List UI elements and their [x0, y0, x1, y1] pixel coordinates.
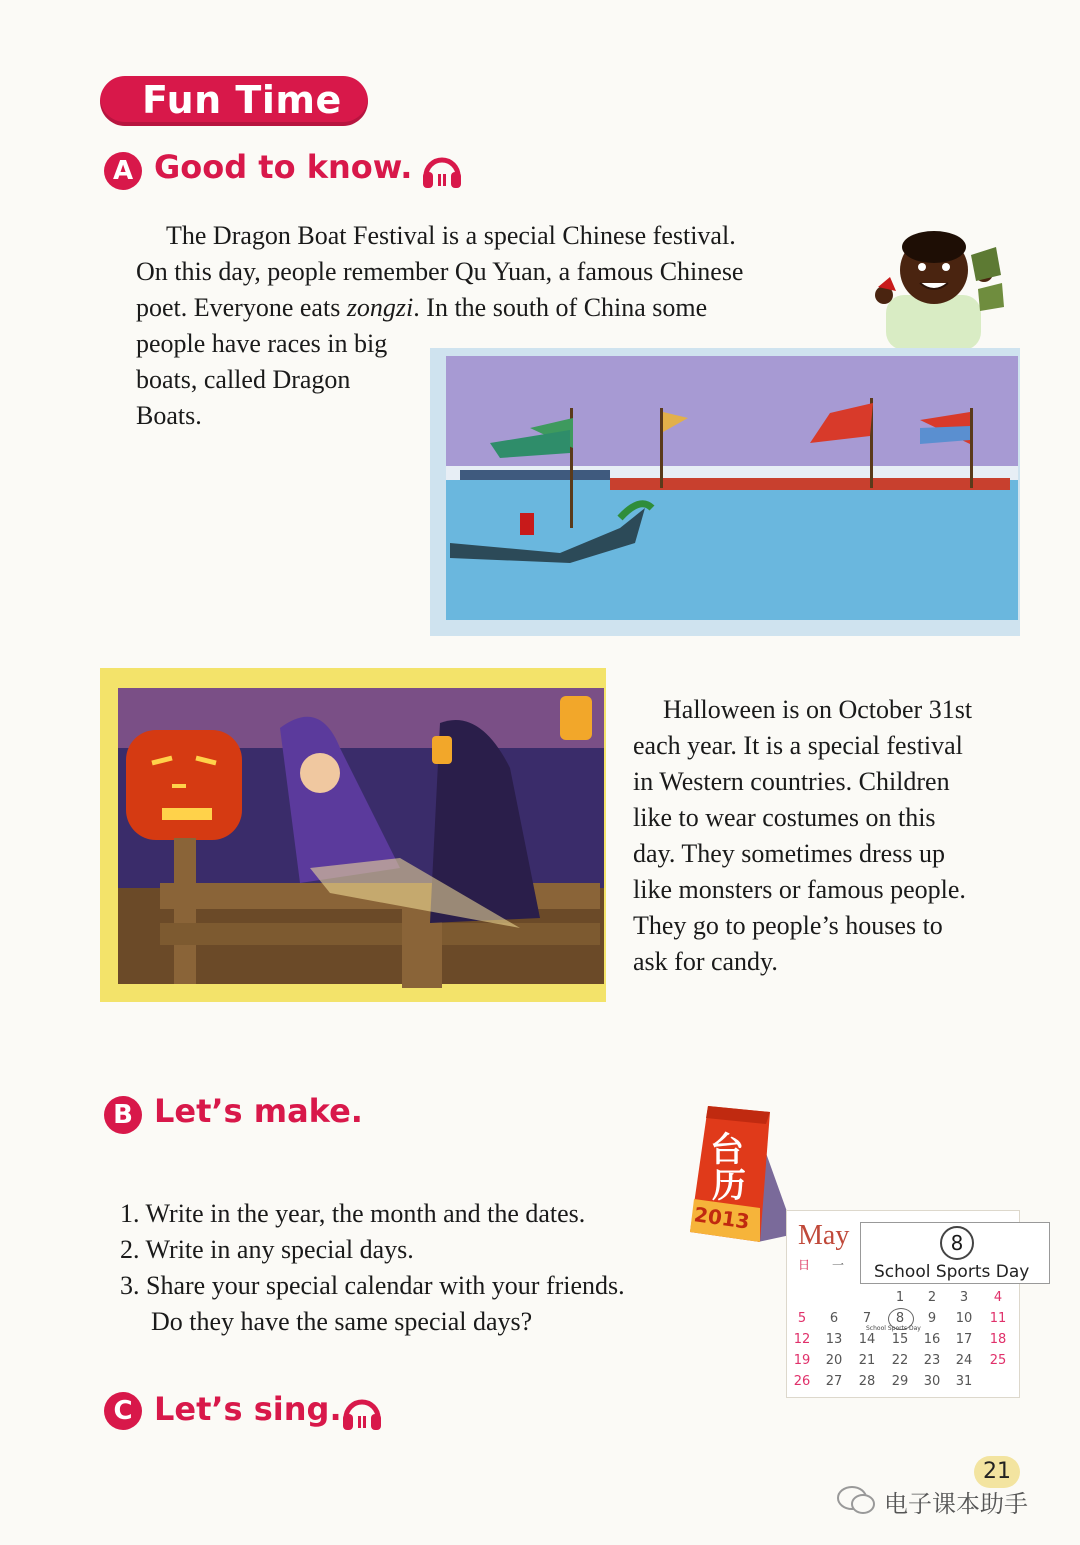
calendar-cover-char-top: 台	[710, 1130, 744, 1170]
weekday-sun: 日	[798, 1258, 811, 1272]
text-line: They go to people’s houses to	[633, 911, 943, 940]
fun-time-banner	[100, 76, 368, 126]
cal-day: 7	[862, 1311, 872, 1326]
text-line: in Western countries. Children	[633, 767, 950, 796]
cal-day: 6	[829, 1311, 839, 1326]
cal-day: 29	[891, 1374, 909, 1389]
text-line: boats, called Dragon	[136, 365, 351, 394]
calendar-cover-year: 2013	[692, 1202, 752, 1234]
cal-day: 24	[955, 1353, 973, 1368]
cal-day: 14	[858, 1332, 876, 1347]
cal-day: 26	[793, 1374, 811, 1389]
text-line: ask for candy.	[633, 947, 778, 976]
text-line	[136, 290, 743, 326]
text-line: people have races in big	[136, 329, 388, 358]
halloween-illustration	[100, 668, 606, 1002]
step-2: 2. Write in any special days.	[120, 1235, 414, 1264]
text-line: like to wear costumes on this	[633, 803, 936, 832]
text-span: . In the south of China some	[413, 293, 708, 322]
cal-day: 18	[989, 1332, 1007, 1347]
section-a-badge: A	[104, 152, 142, 190]
text-line: On this day, people remember Qu Yuan, a famous Chinese	[136, 257, 744, 286]
cal-day: 19	[793, 1353, 811, 1368]
cal-day: 22	[891, 1353, 909, 1368]
cal-day: 27	[825, 1374, 843, 1389]
cal-day: 5	[797, 1311, 807, 1326]
step-3: 3. Share your special calendar with your friends.	[120, 1271, 625, 1300]
cal-day: 21	[858, 1353, 876, 1368]
cal-day: 10	[955, 1311, 973, 1326]
headphones-icon[interactable]	[420, 148, 464, 192]
weekday-mon: 一	[832, 1258, 845, 1272]
cal-day: 25	[989, 1353, 1007, 1368]
fun-time-label: Fun Time	[142, 78, 342, 122]
cal-day: 11	[989, 1311, 1007, 1326]
cal-day: 30	[923, 1374, 941, 1389]
section-a-title: Good to know.	[154, 148, 413, 186]
headphones-icon[interactable]	[340, 1390, 384, 1434]
cal-day: 31	[955, 1374, 973, 1389]
cal-day: 4	[993, 1290, 1003, 1305]
cal-day: 23	[923, 1353, 941, 1368]
calendar-month: May	[798, 1220, 850, 1251]
step-1: 1. Write in the year, the month and the dates.	[120, 1199, 586, 1228]
step-3-question: Do they have the same special days?	[151, 1307, 533, 1336]
cal-day: 17	[955, 1332, 973, 1347]
calendar-cover-char-bottom: 历	[712, 1166, 746, 1206]
text-span: poet. Everyone eats	[136, 293, 347, 322]
cal-day: 3	[959, 1290, 969, 1305]
section-b-badge: B	[104, 1096, 142, 1134]
watermark-text: 电子课本助手	[884, 1490, 1028, 1518]
calendar-grid	[788, 1290, 1018, 1390]
cal-day: 12	[793, 1332, 811, 1347]
section-c-title: Let’s sing.	[154, 1390, 342, 1428]
event-small-note: School Sports Day	[866, 1325, 921, 1332]
cal-day: 9	[927, 1311, 937, 1326]
dragon-boat-race-illustration	[430, 348, 1020, 636]
wechat-icon	[836, 1484, 876, 1516]
text-line: Boats.	[136, 401, 202, 430]
cal-day: 8	[895, 1311, 905, 1326]
text-line: The Dragon Boat Festival is a special Chinese festival.	[166, 221, 736, 250]
cal-day: 15	[891, 1332, 909, 1347]
section-c-badge: C	[104, 1392, 142, 1430]
text-line: Halloween is on October 31st	[663, 695, 973, 724]
page-number: 21	[974, 1456, 1020, 1488]
cal-day: 28	[858, 1374, 876, 1389]
cal-day: 2	[927, 1290, 937, 1305]
text-line: day. They sometimes dress up	[633, 839, 945, 868]
highlight-day-circle: 8	[940, 1226, 974, 1260]
zongzi-word: zongzi	[346, 293, 414, 322]
cal-day: 16	[923, 1332, 941, 1347]
text-line: each year. It is a special festival	[633, 731, 963, 760]
text-line: like monsters or famous people.	[633, 875, 966, 904]
halloween-text	[633, 692, 972, 980]
cal-day: 20	[825, 1353, 843, 1368]
boy-with-zongzi-illustration	[866, 225, 1016, 350]
event-label: School Sports Day	[874, 1262, 1030, 1282]
cal-day: 13	[825, 1332, 843, 1347]
section-b-title: Let’s make.	[154, 1092, 363, 1130]
cal-day: 1	[895, 1290, 905, 1305]
